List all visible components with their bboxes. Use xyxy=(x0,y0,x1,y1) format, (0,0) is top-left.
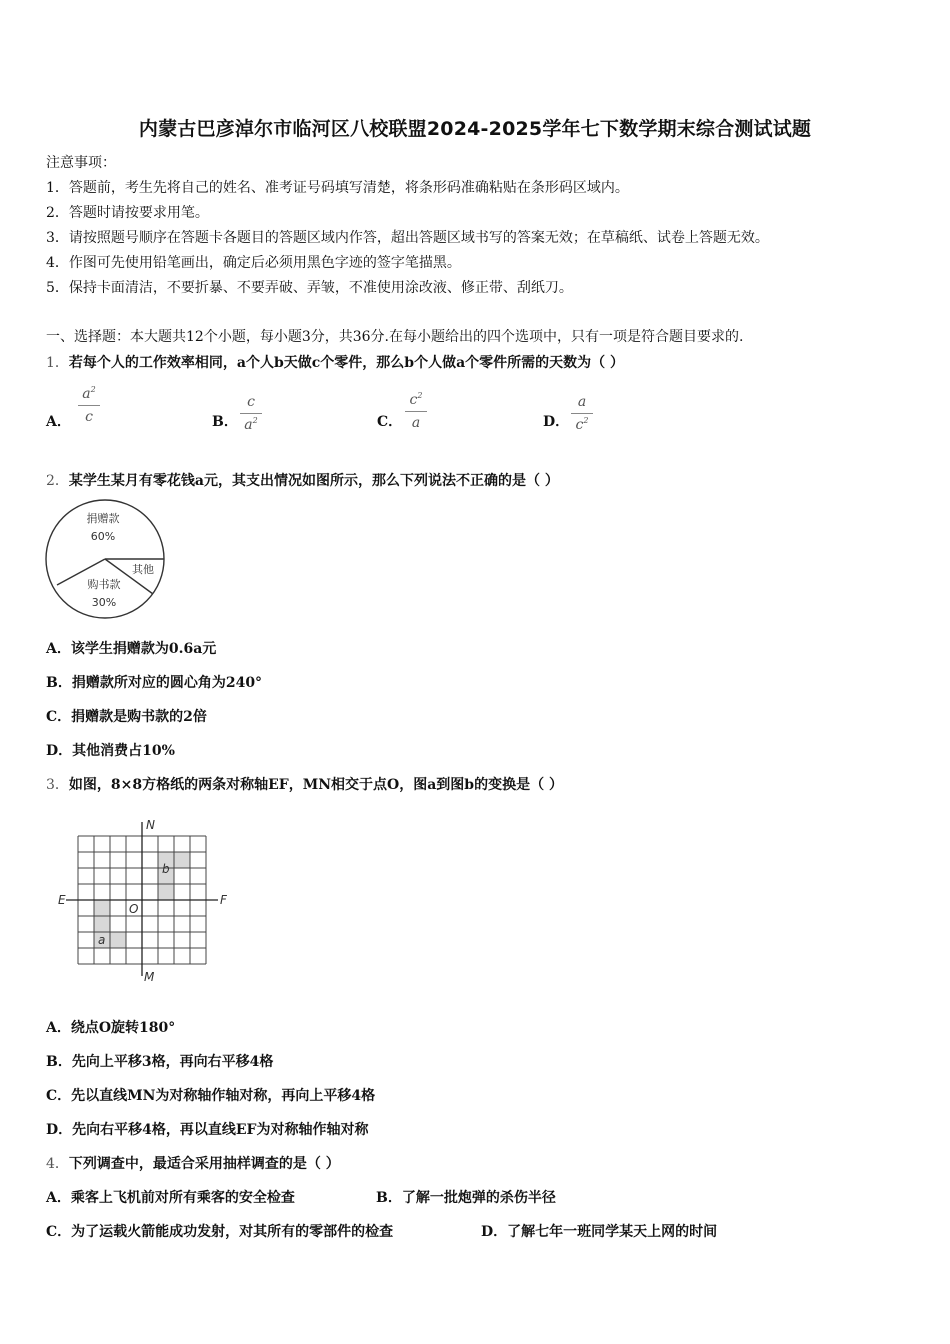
grid-figure xyxy=(52,814,238,986)
label-b: b xyxy=(162,862,170,876)
label-m: M xyxy=(144,970,155,984)
option-d-fraction: a $c^2$ xyxy=(569,394,595,433)
question-text: 如图，8×8方格纸的两条对称轴EF，MN相交于点O，图a到图b的变换是（ ） xyxy=(68,777,563,793)
question-text: 若每个人的工作效率相同，a个人b天做c个零件，那么b个人做a个零件所需的天数为（ ） xyxy=(68,355,625,371)
q2-option-a: A．该学生捐赠款为0.6a元 xyxy=(46,641,217,657)
pie-pct-donation: 60% xyxy=(90,530,116,543)
question-2 xyxy=(46,470,559,490)
question-number: 1． xyxy=(46,355,69,371)
option-b-fraction: c $a^2$ xyxy=(238,394,264,433)
q3-option-c: C．先以直线MN为对称轴作轴对称，再向上平移4格 xyxy=(46,1088,376,1104)
notice-item: 5．保持卡面清洁，不要折暴、不要弄破、弄皱，不准使用涂改液、修正带、刮纸刀。 xyxy=(46,280,573,296)
q4-option-b: B．了解一批炮弹的杀伤半径 xyxy=(376,1190,556,1206)
section-heading: 一、选择题：本大题共12个小题，每小题3分，共36分.在每小题给出的四个选项中，只有一项是符合题目要求的. xyxy=(46,329,744,345)
option-d-label: D． xyxy=(543,414,570,430)
q2-option-d: D．其他消费占10% xyxy=(46,743,175,759)
q3-option-a: A．绕点O旋转180° xyxy=(46,1020,176,1036)
option-c-fraction: $c^2$ a xyxy=(403,392,429,431)
pie-label-books: 购书款 xyxy=(87,578,121,591)
pie-label-donation: 捐赠款 xyxy=(86,512,120,525)
page-title: 内蒙古巴彦淖尔市临河区八校联盟2024-2025学年七下数学期末综合测试试题 xyxy=(138,118,812,140)
q3-option-b: B．先向上平移3格，再向右平移4格 xyxy=(46,1054,274,1070)
pie-label-other: 其他 xyxy=(132,563,154,576)
q2-option-b: B．捐赠款所对应的圆心角为240° xyxy=(46,675,263,691)
notice-item: 4．作图可先使用铅笔画出，确定后必须用黑色字迹的签字笔描黑。 xyxy=(46,255,461,271)
q2-option-c: C．捐赠款是购书款的2倍 xyxy=(46,709,207,725)
option-b-label: B． xyxy=(212,414,238,430)
question-number: 4． xyxy=(46,1156,69,1172)
option-a-label: A． xyxy=(46,414,71,430)
question-number: 3． xyxy=(46,777,69,793)
label-n: N xyxy=(146,818,155,832)
question-3 xyxy=(46,774,563,794)
q4-option-d: D．了解七年一班同学某天上网的时间 xyxy=(481,1224,718,1240)
q4-option-c: C．为了运载火箭能成功发射，对其所有的零部件的检查 xyxy=(46,1224,394,1240)
notice-item: 3．请按照题号顺序在答题卡各题目的答题区域内作答，超出答题区域书写的答案无效；在草稿纸、试卷上答题无效。 xyxy=(46,230,769,246)
option-c-label: C． xyxy=(377,414,403,430)
option-a-fraction: $a^2$ c xyxy=(76,386,102,425)
q3-option-d: D．先向右平移4格，再以直线EF为对称轴作轴对称 xyxy=(46,1122,369,1138)
question-1 xyxy=(46,352,624,372)
notice-item: 1．答题前，考生先将自己的姓名、准考证号码填写清楚，将条形码准确粘贴在条形码区域内。 xyxy=(46,180,629,196)
notice-item: 2．答题时请按要求用笔。 xyxy=(46,205,209,221)
question-number: 2． xyxy=(46,473,69,489)
question-text: 某学生某月有零花钱a元，其支出情况如图所示，那么下列说法不正确的是（ ） xyxy=(68,473,559,489)
expense-pie-chart xyxy=(40,498,172,622)
question-4 xyxy=(46,1153,340,1173)
label-e: E xyxy=(58,893,66,907)
label-o: O xyxy=(129,902,139,916)
label-a: a xyxy=(98,933,106,947)
pie-pct-books: 30% xyxy=(91,596,117,609)
label-f: F xyxy=(220,893,227,907)
question-text: 下列调查中，最适合采用抽样调查的是（ ） xyxy=(68,1156,340,1172)
notice-heading: 注意事项： xyxy=(46,155,116,171)
q4-option-a: A．乘客上飞机前对所有乘客的安全检查 xyxy=(46,1190,295,1206)
